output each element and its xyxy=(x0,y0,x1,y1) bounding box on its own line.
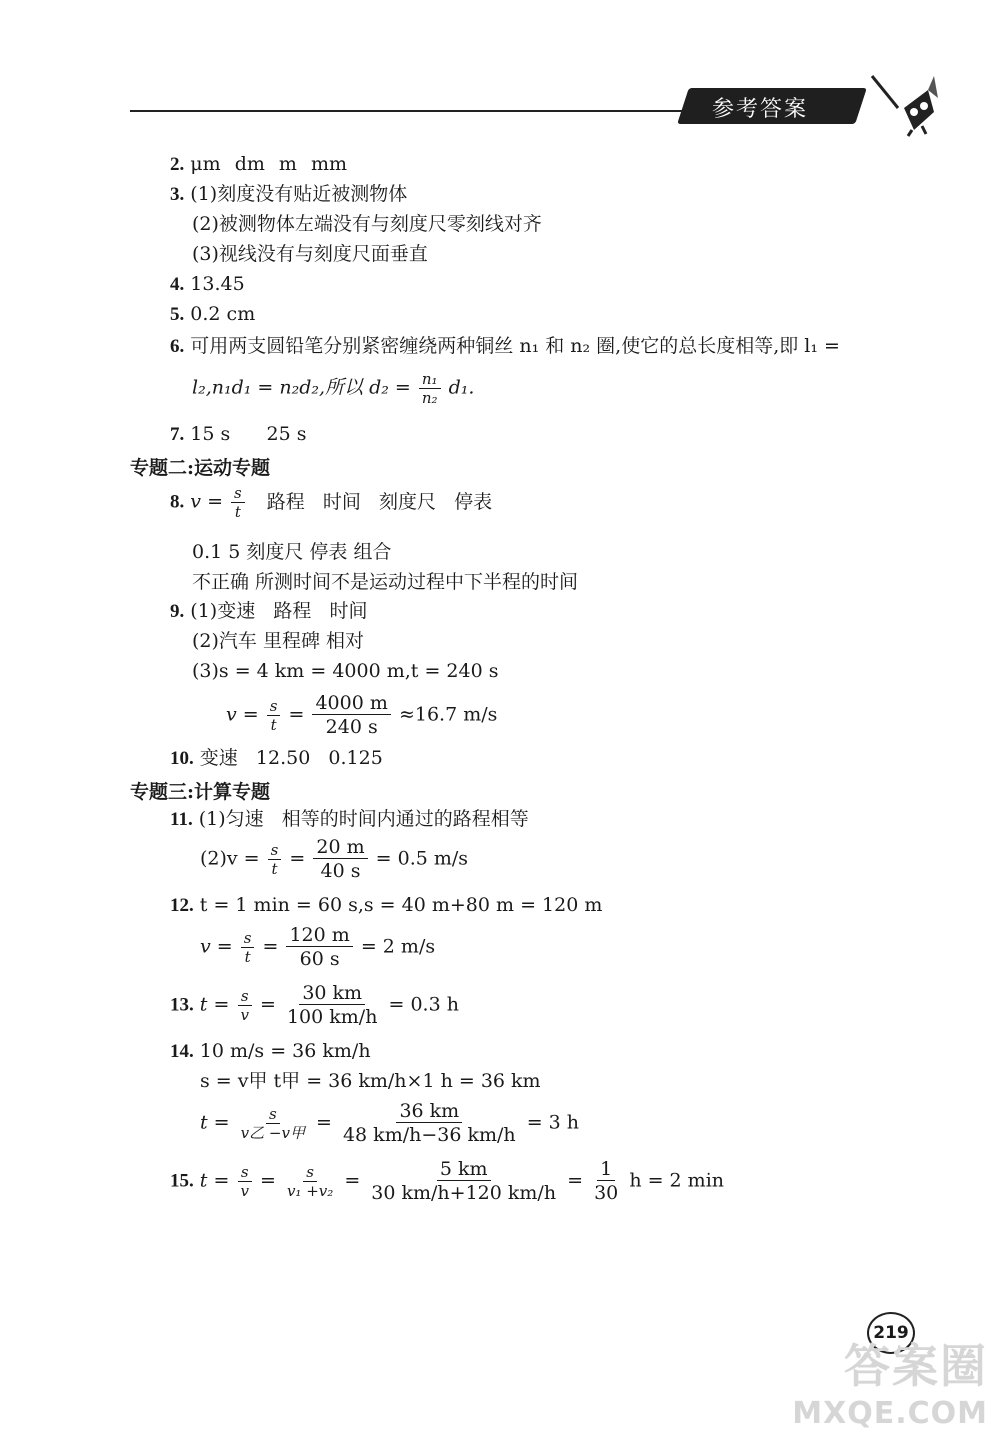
item-number: 4. xyxy=(170,274,185,295)
item-number: 12. xyxy=(170,895,194,916)
answer-3-line3: (3)视线没有与刻度尺面垂直 xyxy=(192,243,428,265)
numerator: 5 km xyxy=(437,1158,491,1181)
item-number: 7. xyxy=(170,424,185,445)
answer-13 xyxy=(170,982,459,1029)
result-text: h = 2 min xyxy=(629,1169,725,1192)
fraction xyxy=(591,1158,621,1205)
equation-text: t = xyxy=(199,993,230,1016)
denominator: t xyxy=(271,860,278,878)
fraction xyxy=(419,370,441,407)
equation-text: v = xyxy=(226,703,259,726)
equals-sign: = xyxy=(259,1169,276,1192)
answer-8-line3: 不正确 所测时间不是运动过程中下半程的时间 xyxy=(192,571,579,593)
fraction xyxy=(231,484,245,521)
equals-sign: = xyxy=(289,847,306,870)
denominator: 60 s xyxy=(299,948,340,970)
denominator: t xyxy=(244,948,251,966)
numerator: 30 km xyxy=(299,982,365,1005)
pencil-mascot-icon xyxy=(868,68,938,138)
item-number: 3. xyxy=(170,184,185,205)
answer-8 xyxy=(170,484,492,521)
equals-sign: = xyxy=(344,1169,361,1192)
item-number: 6. xyxy=(170,336,185,357)
answer-6-line2 xyxy=(192,370,474,407)
denominator: n₂ xyxy=(421,389,438,407)
numerator: s xyxy=(231,484,245,503)
answer-11 xyxy=(170,807,529,832)
result-text: = 3 h xyxy=(526,1111,580,1134)
numerator: s xyxy=(238,987,252,1006)
answer-14-equation xyxy=(200,1100,579,1147)
item-number: 14. xyxy=(170,1041,194,1062)
section-heading-3: 专题三:计算专题 xyxy=(130,781,271,803)
denominator: v₁ +v₂ xyxy=(286,1182,334,1200)
numerator: 4000 m xyxy=(312,692,390,715)
answer-9-line2: (2)汽车 里程碑 相对 xyxy=(192,630,364,652)
numerator: s xyxy=(266,1105,280,1124)
equals-sign: = xyxy=(288,703,305,726)
equation-text: t = xyxy=(199,1169,230,1192)
answer-6 xyxy=(170,334,840,359)
answer-9 xyxy=(170,599,367,624)
answer-text: 变速 12.50 0.125 xyxy=(199,747,383,769)
numerator: n₁ xyxy=(419,370,441,389)
equation-text: d₁. xyxy=(448,376,475,399)
item-number: 11. xyxy=(170,809,193,830)
answer-text: 0.2 cm xyxy=(190,303,256,325)
answer-5 xyxy=(170,302,255,327)
answer-9-equation xyxy=(226,692,497,739)
denominator: t xyxy=(270,716,277,734)
answer-7 xyxy=(170,422,306,447)
item-number: 2. xyxy=(170,154,185,175)
fraction xyxy=(241,929,255,966)
watermark-url-text: MXQE.COM xyxy=(792,1396,988,1431)
numerator: s xyxy=(238,1163,252,1182)
equals-sign: = xyxy=(567,1169,584,1192)
denominator: v xyxy=(240,1006,249,1024)
numerator: 1 xyxy=(597,1158,615,1181)
answer-text: t = 1 min = 60 s,s = 40 m+80 m = 120 m xyxy=(199,894,603,916)
item-number: 5. xyxy=(170,304,185,325)
item-number: 9. xyxy=(170,601,185,622)
page-number-badge: 219 xyxy=(867,1312,915,1354)
item-number: 15. xyxy=(170,1170,194,1192)
denominator: t xyxy=(234,503,241,521)
denominator: 100 km/h xyxy=(286,1006,378,1028)
answer-text: 路程 时间 刻度尺 停表 xyxy=(266,490,493,513)
result-text: = 0.3 h xyxy=(388,993,459,1016)
answer-text: 13.45 xyxy=(190,273,245,295)
answer-3-line2: (2)被测物体左端没有与刻度尺零刻线对齐 xyxy=(192,213,542,235)
numerator: 120 m xyxy=(286,924,352,947)
answer-text: 15 s 25 s xyxy=(190,423,307,445)
denominator: v乙 −v甲 xyxy=(240,1124,305,1142)
denominator: 30 xyxy=(594,1182,619,1204)
answer-text: 10 m/s = 36 km/h xyxy=(199,1040,371,1062)
fraction xyxy=(237,987,251,1024)
fraction xyxy=(237,1163,251,1200)
answer-3 xyxy=(170,182,407,207)
watermark xyxy=(792,1330,988,1431)
answer-12 xyxy=(170,893,602,918)
answer-12-equation xyxy=(200,924,435,971)
fraction xyxy=(267,697,281,734)
answer-text: (1)刻度没有贴近被测物体 xyxy=(190,183,408,205)
numerator: 20 m xyxy=(313,836,367,859)
answer-text: (1)变速 路程 时间 xyxy=(190,600,368,622)
fraction xyxy=(313,836,367,883)
header-title: 参考答案 xyxy=(712,97,809,122)
answer-14-line2: s = v甲 t甲 = 36 km/h×1 h = 36 km xyxy=(200,1070,541,1092)
equation-text: v = xyxy=(200,935,233,958)
answer-11-equation xyxy=(200,836,468,883)
equation-text: (2)v = xyxy=(200,847,260,870)
answer-9-line3: (3)s = 4 km = 4000 m,t = 240 s xyxy=(192,660,499,682)
answer-14 xyxy=(170,1039,371,1064)
denominator: v xyxy=(240,1182,249,1200)
watermark-logo-text: 答案圈 xyxy=(844,1339,988,1393)
section-heading-2: 专题二:运动专题 xyxy=(130,457,271,479)
fraction xyxy=(238,1105,308,1142)
answer-15 xyxy=(170,1158,724,1205)
numerator: s xyxy=(268,841,282,860)
answer-text: μm dm m mm xyxy=(190,153,348,175)
fraction xyxy=(312,692,390,739)
answer-10 xyxy=(170,746,383,771)
answer-2 xyxy=(170,152,347,177)
equation-text: t = xyxy=(200,1111,230,1134)
numerator: s xyxy=(303,1163,317,1182)
fraction xyxy=(286,924,352,971)
equals-sign: = xyxy=(316,1111,332,1134)
equals-sign: = xyxy=(259,993,276,1016)
fraction xyxy=(268,841,282,878)
answer-4 xyxy=(170,272,245,297)
denominator: 48 km/h−36 km/h xyxy=(342,1124,516,1146)
numerator: s xyxy=(241,929,255,948)
numerator: 36 km xyxy=(396,1100,462,1123)
answer-8-line2: 0.1 5 刻度尺 停表 组合 xyxy=(192,541,392,563)
fraction xyxy=(368,1158,559,1205)
result-text: = 0.5 m/s xyxy=(375,847,469,870)
fraction xyxy=(284,1163,336,1200)
equation-text: l₂,n₁d₁ = n₂d₂,所以 d₂ = xyxy=(192,376,411,399)
numerator: s xyxy=(267,697,281,716)
header-rule xyxy=(130,110,690,112)
equation-text: v = xyxy=(190,490,223,513)
denominator: 30 km/h+120 km/h xyxy=(371,1182,557,1204)
fraction xyxy=(340,1100,519,1147)
result-text: = 2 m/s xyxy=(360,935,436,958)
answer-text: (1)匀速 相等的时间内通过的路程相等 xyxy=(198,808,529,830)
denominator: 40 s xyxy=(320,860,361,882)
answer-text: 可用两支圆铅笔分别紧密缠绕两种铜丝 n₁ 和 n₂ 圈,使它的总长度相等,即 l₁ = xyxy=(190,335,840,357)
item-number: 13. xyxy=(170,994,194,1016)
fraction xyxy=(284,982,380,1029)
item-number: 8. xyxy=(170,491,185,513)
equals-sign: = xyxy=(262,935,279,958)
result-text: ≈16.7 m/s xyxy=(398,703,498,726)
denominator: 240 s xyxy=(325,716,378,738)
item-number: 10. xyxy=(170,748,194,769)
